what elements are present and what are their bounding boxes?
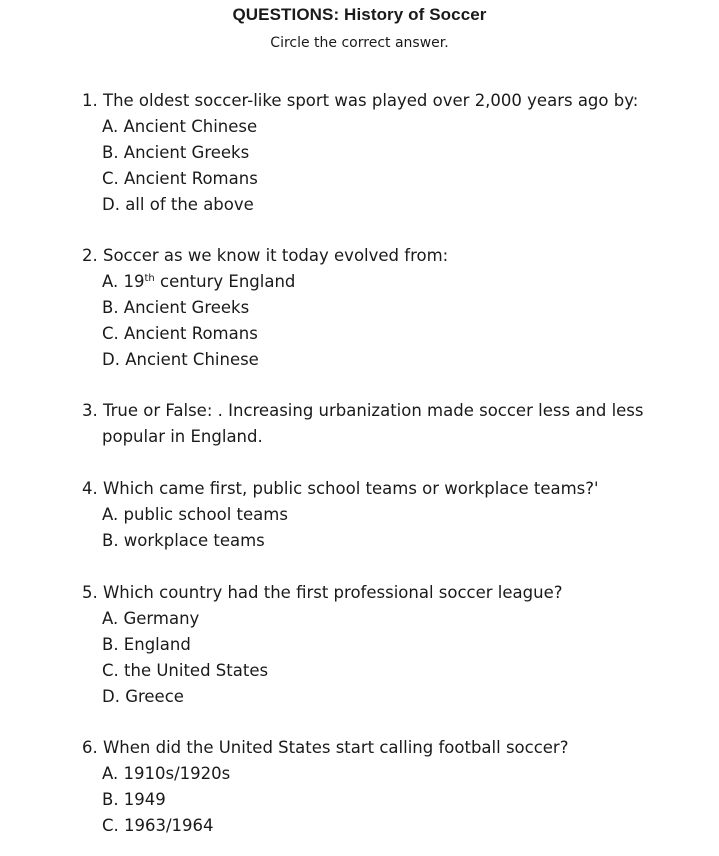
ordinal-suffix: th bbox=[144, 273, 155, 284]
question-1 bbox=[82, 88, 702, 218]
question-2-option-b: B. Ancient Greeks bbox=[102, 298, 250, 317]
instructions: Circle the correct answer. bbox=[270, 35, 449, 51]
question-1-option-a: A. Ancient Chinese bbox=[102, 117, 258, 136]
question-2 bbox=[82, 243, 702, 373]
question-4-text: 4. Which came first, public school teams or workplace teams?' bbox=[82, 479, 599, 498]
question-5-option-a: A. Germany bbox=[102, 609, 200, 628]
question-6-options bbox=[82, 761, 702, 839]
question-2-option-c: C. Ancient Romans bbox=[102, 324, 258, 343]
question-1-text: 1. The oldest soccer-like sport was played over 2,000 years ago by: bbox=[82, 91, 639, 110]
question-4-option-b: B. workplace teams bbox=[102, 531, 265, 550]
question-5-option-d: D. Greece bbox=[102, 687, 184, 706]
question-5 bbox=[82, 580, 702, 710]
question-1-option-d: D. all of the above bbox=[102, 195, 254, 214]
option-a-suffix: century England bbox=[154, 272, 296, 291]
question-6 bbox=[82, 735, 702, 839]
question-5-option-c: C. the United States bbox=[102, 661, 269, 680]
question-4-options bbox=[82, 502, 702, 554]
question-3 bbox=[82, 398, 702, 450]
question-1-option-c: C. Ancient Romans bbox=[102, 169, 258, 188]
question-2-options bbox=[82, 269, 702, 373]
question-2-option-d: D. Ancient Chinese bbox=[102, 350, 259, 369]
question-2-option-a bbox=[102, 269, 702, 295]
question-4 bbox=[82, 476, 702, 554]
question-6-option-c: C. 1963/1964 bbox=[102, 816, 214, 835]
question-4-option-a: A. public school teams bbox=[102, 505, 288, 524]
question-1-option-b: B. Ancient Greeks bbox=[102, 143, 250, 162]
question-6-text: 6. When did the United States start calling football soccer? bbox=[82, 738, 569, 757]
page-title: QUESTIONS: History of Soccer bbox=[232, 5, 487, 24]
question-6-option-a: A. 1910s/1920s bbox=[102, 764, 231, 783]
question-5-option-b: B. England bbox=[102, 635, 191, 654]
question-3-text: 3. True or False: . Increasing urbanization made soccer less and less popular in England. bbox=[82, 401, 644, 446]
question-5-options bbox=[82, 606, 702, 710]
question-6-option-b: B. 1949 bbox=[102, 790, 166, 809]
question-5-text: 5. Which country had the first professional soccer league? bbox=[82, 583, 563, 602]
option-a-prefix: A. 19 bbox=[102, 272, 145, 291]
question-1-options bbox=[82, 114, 702, 218]
question-2-text: 2. Soccer as we know it today evolved from: bbox=[82, 246, 449, 265]
